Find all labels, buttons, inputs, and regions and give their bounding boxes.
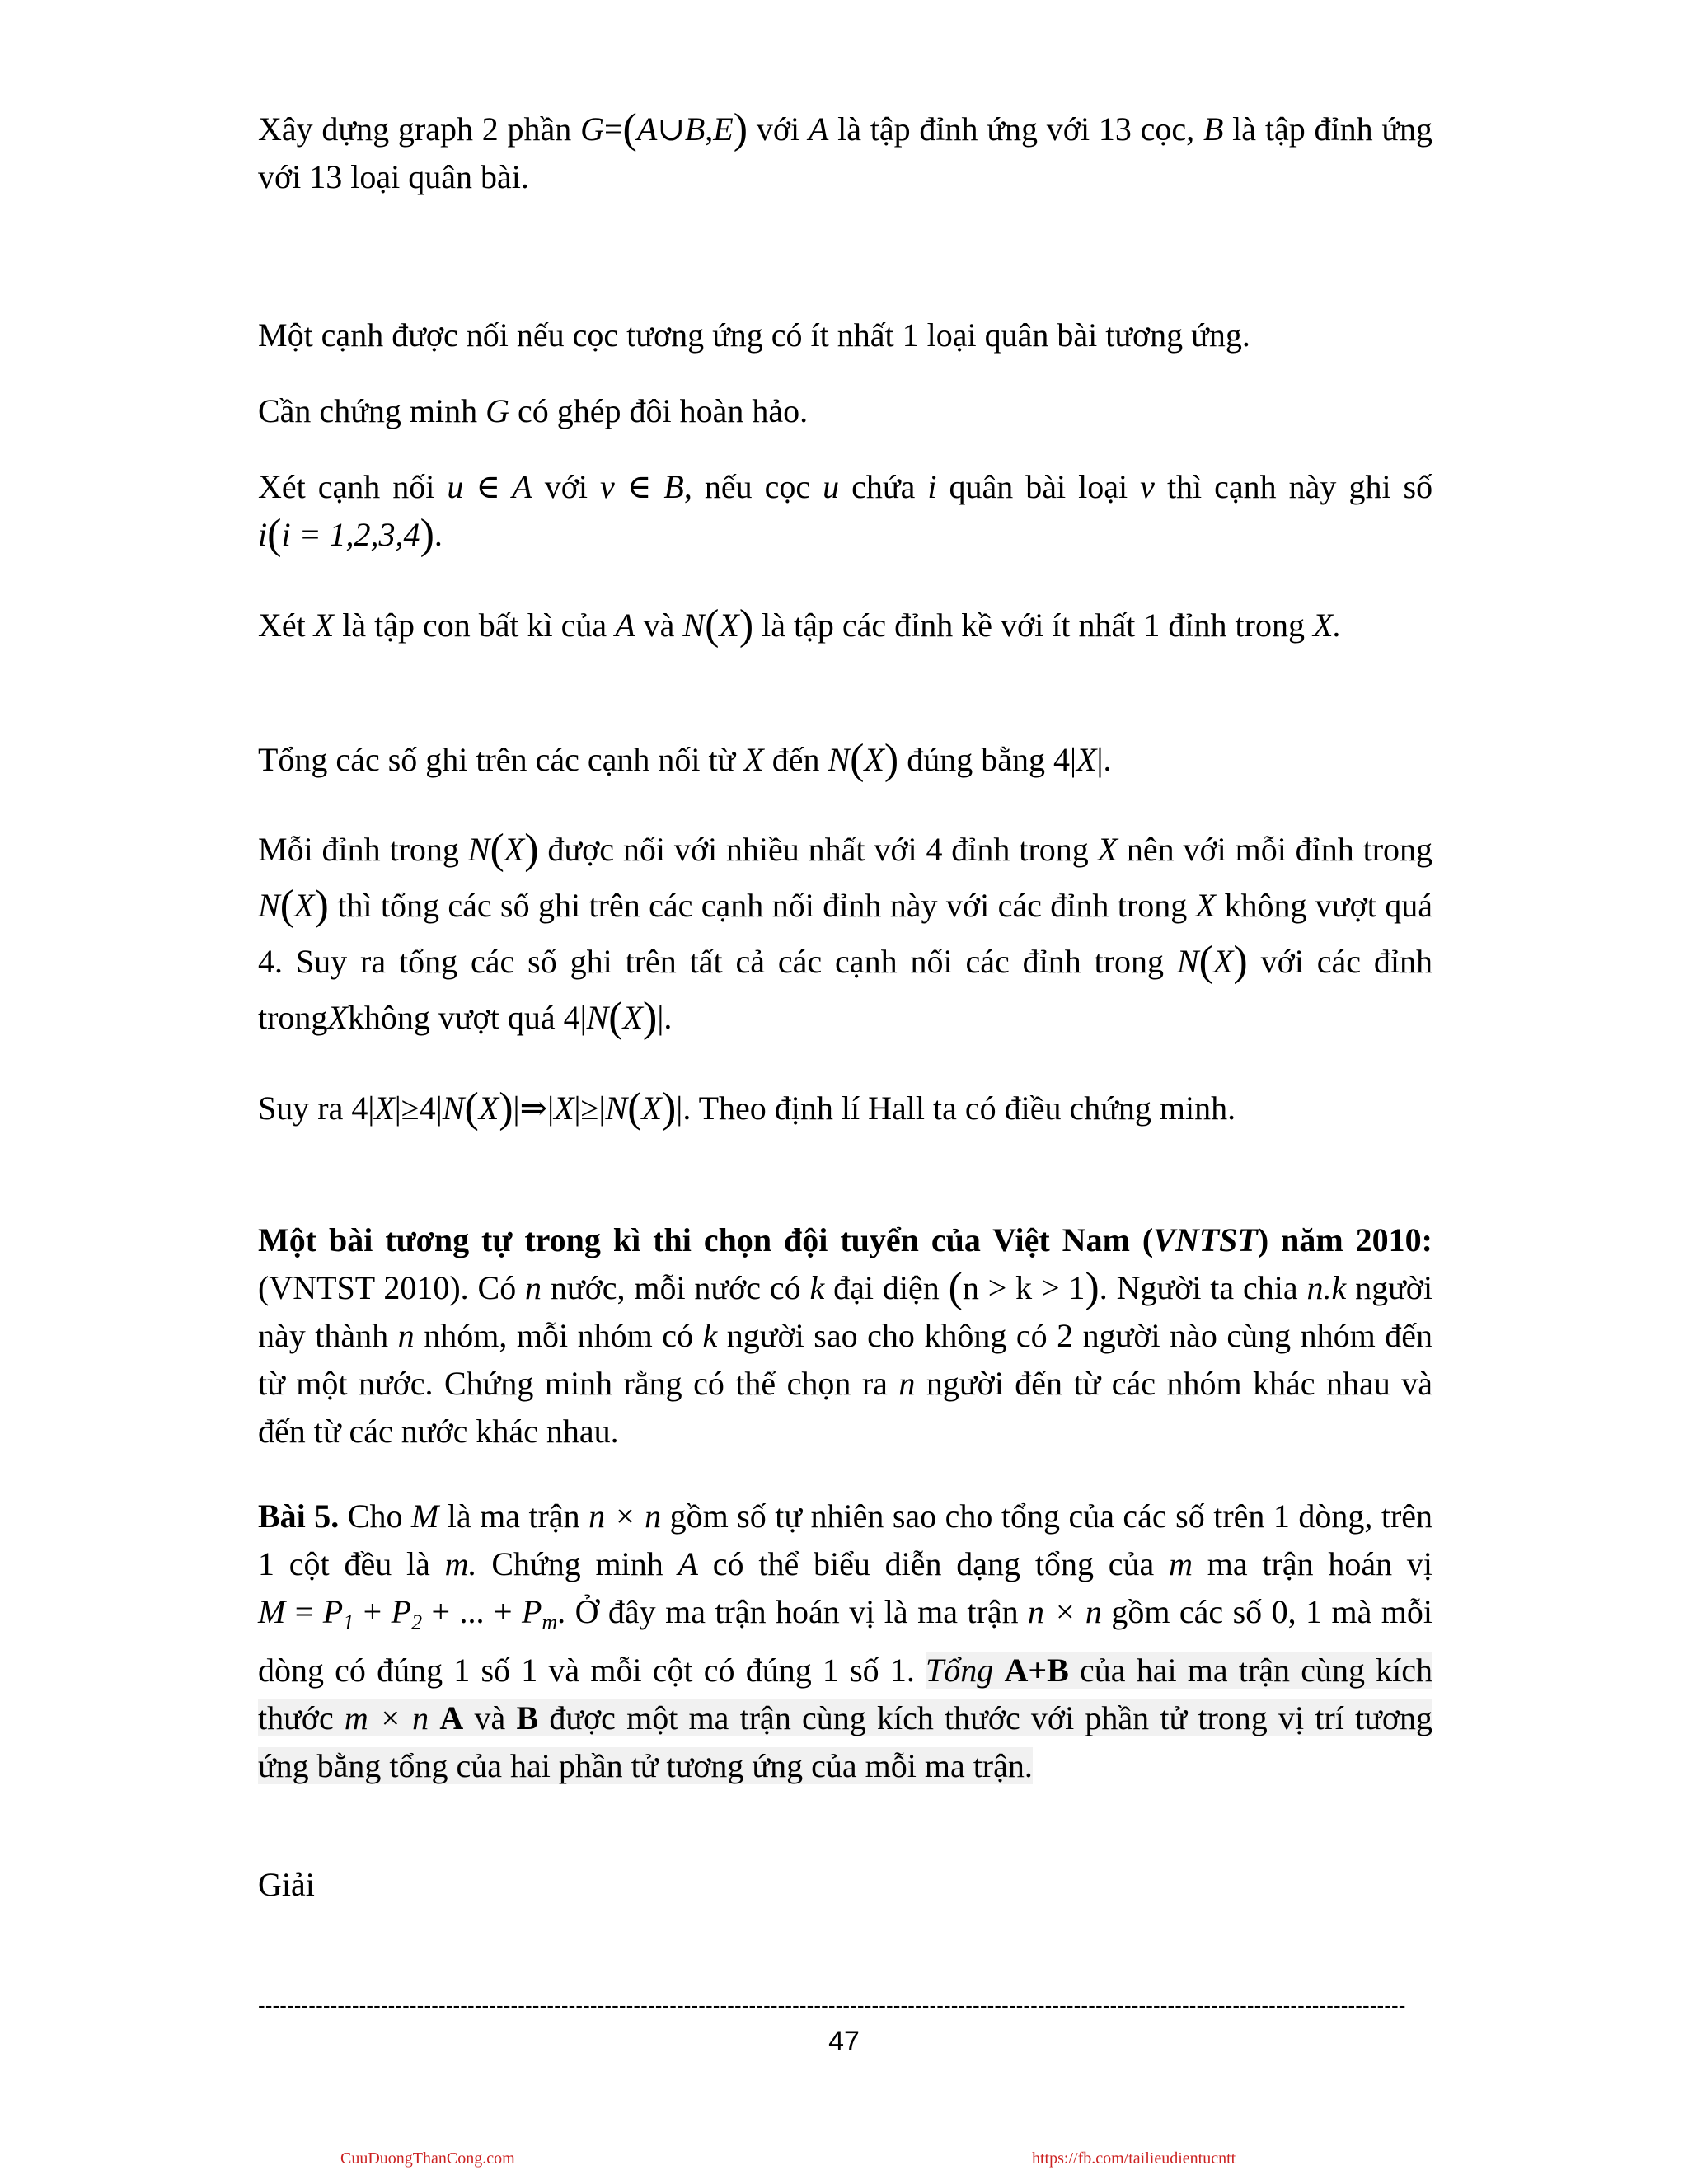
paragraph-edge-rule: Một cạnh được nối nếu cọc tương ứng có ít nhất 1 loại quân bài tương ứng.: [258, 316, 1250, 354]
paragraph-perfect-matching: [258, 387, 1432, 435]
text: là tập đỉnh ứng với 13 cọc,: [837, 110, 1195, 148]
text: không vượt quá: [347, 999, 556, 1036]
text: Suy ra: [258, 1090, 344, 1127]
paragraph-hall-conclusion: [258, 1080, 1432, 1137]
text: với các đỉnh trong: [258, 943, 1433, 1036]
paragraph-neighbor-set: [258, 602, 1432, 649]
text: m: [1169, 1545, 1193, 1582]
math-graph: G=(A∪B,E): [580, 105, 748, 152]
text: i: [927, 468, 937, 505]
text: Xét: [258, 607, 306, 644]
paragraph-upper-bound: [258, 822, 1432, 1046]
text: đúng bằng: [907, 741, 1045, 778]
math-n-by-n: n × n: [588, 1497, 662, 1535]
text: là tập con bất kì của: [342, 607, 607, 644]
text: và: [643, 607, 675, 644]
text: . Theo định lí Hall ta có điều chứng minh.: [682, 1090, 1236, 1127]
text: ) năm 2010:: [1257, 1221, 1432, 1258]
paragraph-sum-equality: [258, 736, 1432, 784]
text: người này thành: [258, 1269, 1433, 1354]
text: nên với mỗi đỉnh trong: [1126, 831, 1433, 868]
text: không vượt quá 4. Suy ra tổng các số ghi trên tất cả các cạnh nối các đỉnh trong: [258, 887, 1433, 980]
text: Tổng các số ghi trên các cạnh nối từ: [258, 741, 736, 778]
text: . Ở đây ma trận hoán vị là ma trận: [557, 1593, 1019, 1630]
text: Một bài tương tự trong kì thi chọn đội tuyển của Việt Nam (: [258, 1221, 1154, 1258]
math-i-values: i(i = 1,2,3,4).: [258, 511, 443, 558]
paragraph-vntst-problem: [258, 1216, 1432, 1455]
paragraph-problem-5: [258, 1493, 1432, 1790]
text: G: [485, 392, 509, 429]
text: ma trận hoán vị: [1207, 1545, 1433, 1582]
math-N-of-X: N(X): [1176, 938, 1248, 985]
text: (VNTST 2010). Có: [258, 1269, 517, 1306]
text: Xét cạnh nối: [258, 468, 435, 505]
text: chứa: [851, 468, 916, 505]
text: v: [1140, 468, 1155, 505]
text: thì tổng các số ghi trên các cạnh nối đỉnh này với các đỉnh trong: [337, 887, 1188, 924]
math-permutation-sum: $M = P_1 + P_2$ + ... + $P_m$: [258, 1593, 558, 1634]
text: k: [809, 1269, 825, 1306]
footer-left-credit: CuuDuongThanCong.com: [340, 2149, 515, 2168]
text: X.: [1312, 607, 1342, 644]
math-X: X: [743, 741, 764, 778]
footer-rule: ---------------------------------------------------------------------------------------------------------------------------------------------------------------: [258, 1993, 1406, 2018]
text: đại diện: [833, 1269, 940, 1306]
text: với: [756, 110, 800, 148]
math-N-of-X: N(X): [467, 826, 539, 873]
text: A: [615, 607, 635, 644]
solution-heading: Giải: [258, 1866, 315, 1903]
text: gồm các số 0, 1 mà mỗi dòng có đúng 1 số 1 và mỗi cột có đúng 1 số 1.: [258, 1593, 1433, 1689]
math-X: X: [1195, 887, 1217, 924]
text: với: [544, 468, 588, 505]
text: Cho: [347, 1497, 403, 1535]
text: được nối với nhiều nhất với 4 đỉnh trong: [547, 831, 1089, 868]
text: u: [823, 468, 840, 505]
text: X: [327, 999, 348, 1036]
math-u-in-A: u ∈ A: [447, 468, 532, 505]
text: Xây dựng graph 2 phần: [258, 110, 572, 148]
text: Mỗi đỉnh trong: [258, 831, 459, 868]
page-number: 47: [828, 2026, 860, 2057]
math-X: X: [1097, 831, 1118, 868]
text: có ghép đôi hoàn hảo.: [517, 392, 809, 429]
text: là tập đỉnh ứng với 13 loại quân bài.: [258, 110, 1433, 195]
text: M: [410, 1497, 439, 1535]
problem-heading: Bài 5.: [258, 1497, 340, 1535]
text: X: [313, 607, 335, 644]
text: k: [702, 1317, 718, 1354]
text: gồm số tự nhiên sao cho tổng của các số trên 1 dòng, trên 1 cột đều là: [258, 1497, 1433, 1582]
text: m.: [444, 1545, 477, 1582]
highlighted-definition: Tổng A+B của hai ma trận cùng kích thước m × n A và B được một ma trận cùng kích thước với phần tử trong vị trí tương ứng bằng tổng của hai phần tử tương ứng của mỗi ma trận.: [258, 1652, 1433, 1784]
text: người sao cho không có 2 người nào cùng nhóm đến từ một nước. Chứng minh rằng có thể chọn ra: [258, 1317, 1433, 1402]
math-N-of-X: N(X): [258, 882, 329, 929]
math-N-of-X: N(X): [828, 736, 899, 783]
text: là tập các đỉnh kề với ít nhất 1 đỉnh trong: [762, 607, 1305, 644]
paragraph-graph-definition: [258, 105, 1432, 201]
text: Cần chứng minh: [258, 392, 478, 429]
math-n-k-range: (n > k > 1): [948, 1264, 1100, 1311]
text: n: [898, 1365, 916, 1402]
text: , nếu cọc: [683, 468, 811, 505]
text: có thể biểu diễn dạng tổng của: [712, 1545, 1155, 1582]
text: quân bài loại: [949, 468, 1128, 505]
text: nước, mỗi nước có: [550, 1269, 801, 1306]
math-hall-inequality: 4|X|≥4|N(X)|⇒|X|≥|N(X)|: [351, 1085, 683, 1132]
footer-right-credit: https://fb.com/tailieudientucntt: [1032, 2149, 1236, 2168]
text: n.k: [1306, 1269, 1347, 1306]
text: nhóm, mỗi nhóm có: [424, 1317, 693, 1354]
math-N-of-X: N(X): [682, 602, 754, 649]
text: đến: [771, 741, 820, 778]
text: thì cạnh này ghi số: [1166, 468, 1433, 505]
math-4-abs-N-of-X: 4|N(X)|.: [563, 994, 673, 1041]
text: A: [678, 1545, 698, 1582]
text: người đến từ các nhóm khác nhau và đến từ các nước khác nhau.: [258, 1365, 1433, 1450]
text: A: [808, 110, 829, 148]
text: B: [1203, 110, 1224, 148]
text: VNTST: [1153, 1221, 1258, 1258]
text: Chứng minh: [491, 1545, 663, 1582]
math-4-abs-X: 4|X|.: [1053, 741, 1112, 778]
text: . Người ta chia: [1099, 1269, 1298, 1306]
math-v-in-B: v ∈ B: [600, 468, 684, 505]
math-n-by-n: n × n: [1028, 1593, 1102, 1630]
text: n: [525, 1269, 542, 1306]
text: n: [397, 1317, 415, 1354]
text: là ma trận: [447, 1497, 580, 1535]
paragraph-edge-labels: [258, 463, 1432, 559]
